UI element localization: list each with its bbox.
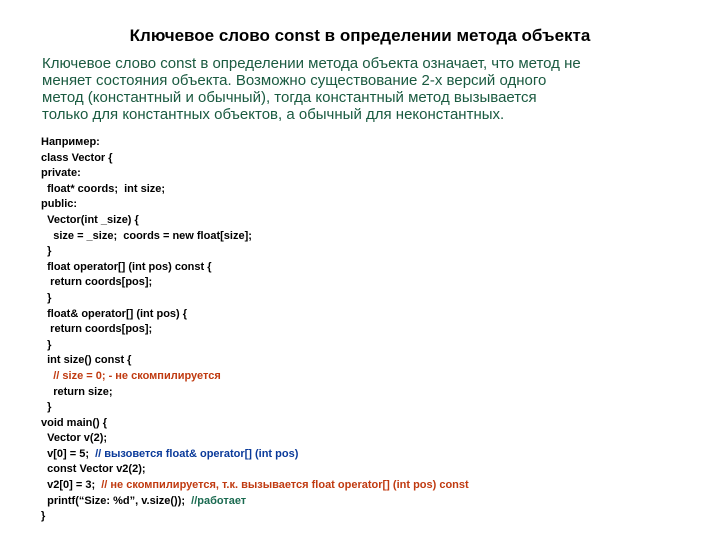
code-text: } — [41, 245, 52, 258]
code-text: printf(“Size: %d”, v.size()); — [41, 494, 192, 507]
code-line — [41, 400, 469, 416]
code-line — [41, 385, 469, 401]
code-comment: // size = 0; - не скомпилируется — [53, 369, 221, 382]
code-text: Например: — [41, 136, 100, 148]
code-block — [41, 135, 469, 525]
code-line — [41, 197, 469, 213]
code-comment: // не скомпилируется, т.к. вызывается float operator[] (int pos) const — [101, 479, 469, 492]
code-line — [41, 229, 469, 245]
code-line — [41, 244, 469, 260]
code-text: return coords[pos]; — [41, 323, 153, 336]
intro-paragraph — [42, 55, 692, 123]
code-line — [41, 462, 469, 478]
code-line — [41, 322, 469, 338]
code-line — [41, 260, 469, 276]
code-text: Vector(int _size) { — [41, 213, 139, 226]
slide-title: Ключевое слово const в определении метода объекта — [129, 26, 591, 45]
code-text: } — [41, 510, 46, 523]
code-text: float operator[] (int pos) const { — [41, 260, 212, 273]
code-text: v[0] = 5; — [41, 447, 96, 460]
code-text: float* coords; int size; — [41, 182, 166, 195]
code-line — [41, 509, 469, 525]
intro-line: только для константных объектов, а обычный для неконстантных. — [42, 106, 505, 123]
code-line — [41, 494, 469, 510]
code-line — [41, 135, 469, 151]
code-text: private: — [41, 167, 81, 180]
intro-line: Ключевое слово const в определении метода объекта означает, что метод не — [42, 55, 581, 72]
code-line — [41, 275, 469, 291]
code-text: void main() { — [41, 416, 108, 429]
code-comment: // вызовется float& operator[] (int pos) — [95, 447, 299, 460]
intro-line: метод (константный и обычный), тогда константный метод вызывается — [42, 89, 537, 106]
code-text: public: — [41, 198, 78, 211]
code-line — [41, 431, 469, 447]
code-text: } — [41, 291, 52, 304]
code-text: class Vector { — [41, 151, 113, 164]
code-line — [41, 416, 469, 432]
code-text: v2[0] = 3; — [41, 479, 102, 492]
code-text: float& operator[] (int pos) { — [41, 307, 188, 320]
code-line — [41, 291, 469, 307]
code-comment: //работает — [191, 494, 247, 507]
code-line — [41, 338, 469, 354]
code-line — [41, 478, 469, 494]
code-line — [41, 182, 469, 198]
code-line — [41, 307, 469, 323]
code-line — [41, 369, 469, 385]
code-text: size = _size; coords = new float[size]; — [41, 229, 252, 242]
code-text: return size; — [41, 385, 113, 398]
code-line — [41, 447, 469, 463]
code-text: Vector v(2); — [41, 432, 108, 445]
code-text: int size() const { — [41, 354, 132, 367]
code-line — [41, 166, 469, 182]
code-text: } — [41, 338, 52, 351]
code-text: } — [41, 401, 52, 414]
code-line — [41, 151, 469, 167]
intro-line: меняет состояния объекта. Возможно существование 2-х версий одного — [42, 72, 547, 89]
code-text: return coords[pos]; — [41, 276, 153, 289]
code-text: const Vector v2(2); — [41, 463, 146, 476]
code-line — [41, 213, 469, 229]
code-text — [41, 370, 53, 382]
code-line — [41, 353, 469, 369]
